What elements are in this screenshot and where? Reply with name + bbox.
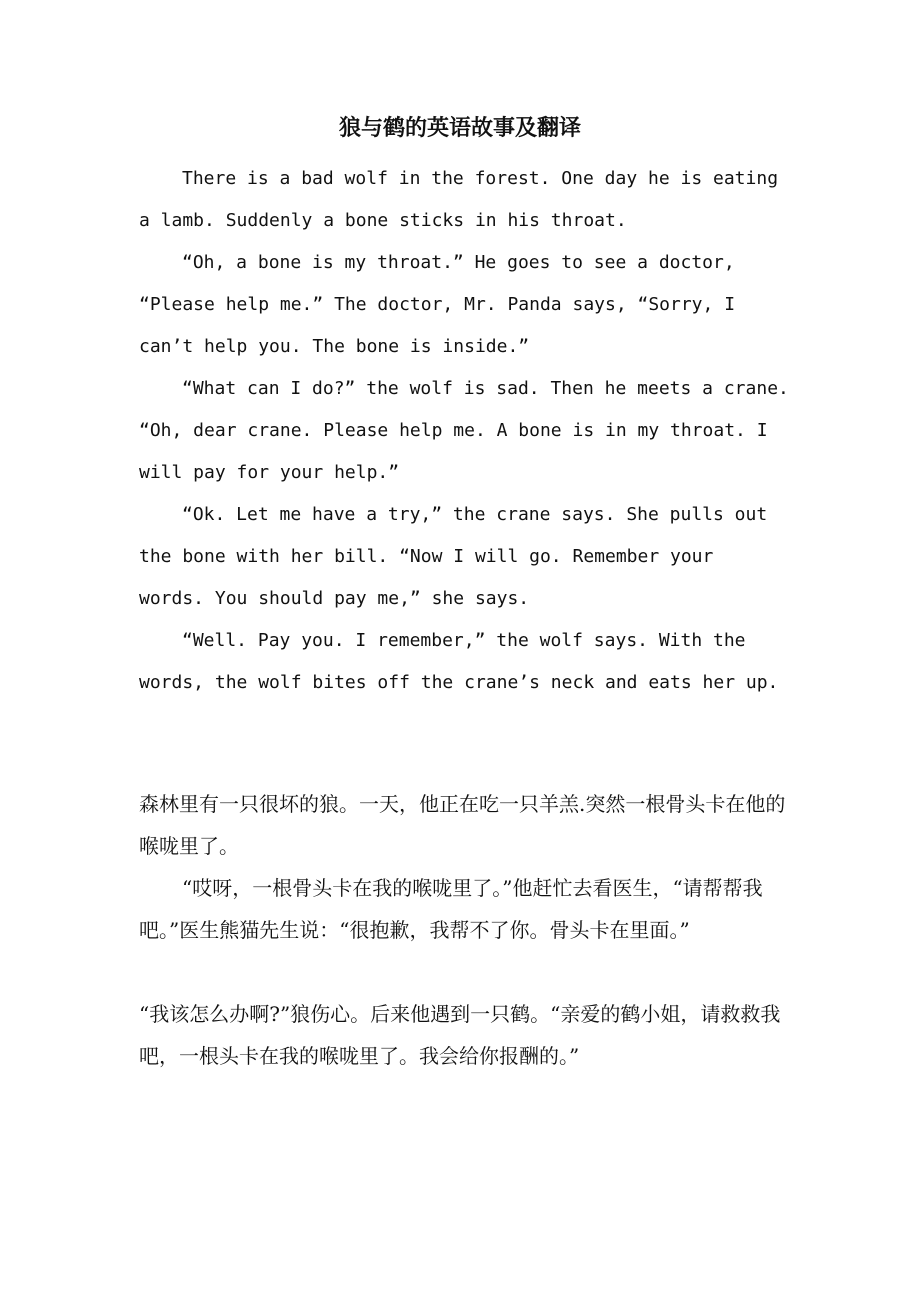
chinese-paragraph-1: 森林里有一只很坏的狼。一天，他正在吃一只羊羔.突然一根骨头卡在他的喉咙里了。 (139, 792, 786, 858)
english-story (139, 158, 789, 704)
english-paragraph-1: There is a bad wolf in the forest. One day he is eating a lamb. Suddenly a bone sticks in his throat. (139, 168, 779, 231)
english-paragraph-5: “Well. Pay you. I remember,” the wolf says. With the words, the wolf bites off the crane’s neck and eats her up. (139, 630, 779, 693)
chinese-paragraph-2: “哎呀，一根骨头卡在我的喉咙里了。”他赶忙去看医生，“请帮帮我吧。”医生熊猫先生说：“很抱歉，我帮不了你。骨头卡在里面。” (139, 876, 763, 942)
english-paragraph-2: “Oh, a bone is my throat.” He goes to see a doctor, “Please help me.” The doctor, Mr. Panda says, “Sorry, I can’t help you. The bone is inside.” (139, 252, 736, 357)
chinese-translation (139, 783, 789, 1077)
english-paragraph-3: “What can I do?” the wolf is sad. Then he meets a crane. “Oh, dear crane. Please help me. A bone is in my throat. I will pay for your help.” (139, 378, 789, 483)
english-paragraph-4: “Ok. Let me have a try,” the crane says. She pulls out the bone with her bill. “Now I will go. Remember your words. You should pay me,” she says. (139, 504, 768, 609)
chinese-paragraph-3: “我该怎么办啊?”狼伤心。后来他遇到一只鹤。“亲爱的鹤小姐，请救救我吧，一根头卡在我的喉咙里了。我会给你报酬的。” (139, 1002, 781, 1068)
document-title: 狼与鹤的英语故事及翻译 (338, 115, 581, 141)
